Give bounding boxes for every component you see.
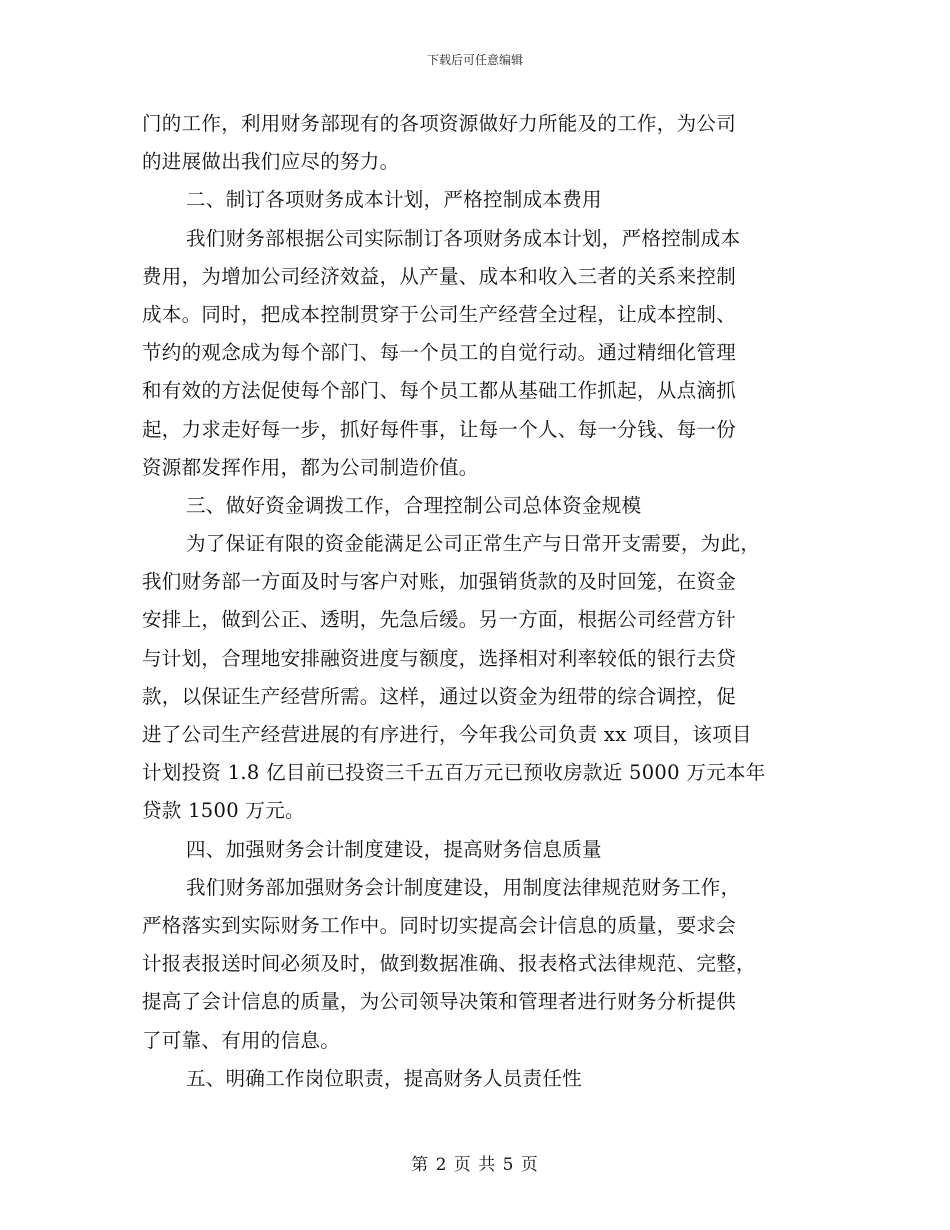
paragraph-line: 成本。同时，把成本控制贯穿于公司生产经营全过程，让成本控制、 (142, 302, 737, 326)
paragraph-line: 起，力求走好每一步，抓好每件事，让每一个人、每一分钱、每一份 (142, 417, 737, 441)
paragraph-line: 与计划，合理地安排融资进度与额度，选择相对利率较低的银行去贷 (142, 646, 737, 670)
document-body (142, 105, 822, 1098)
paragraph-line: 安排上，做到公正、透明，先急后缓。另一方面，根据公司经营方针 (142, 608, 737, 632)
paragraph-line: 和有效的方法促使每个部门、每个员工都从基础工作抓起，从点滴抓 (142, 379, 737, 403)
paragraph-line: 计报表报送时间必须及时，做到数据准确、报表格式法律规范、完整， (142, 952, 756, 976)
page-header: 下载后可任意编辑 (426, 53, 523, 67)
paragraph-line: 资源都发挥作用，都为公司制造价值。 (142, 455, 479, 479)
paragraph-line: 款，以保证生产经营所需。这样，通过以资金为纽带的综合调控，促 (142, 684, 737, 708)
paragraph-line-indented: 三、做好资金调拨工作，合理控制公司总体资金规模 (186, 493, 642, 517)
paragraph-line: 的进展做出我们应尽的努力。 (142, 150, 400, 174)
page-footer: 第 2 页 共 5 页 (411, 1155, 539, 1175)
paragraph-line: 门的工作，利用财务部现有的各项资源做好力所能及的工作，为公司 (142, 112, 737, 135)
paragraph-line-indented: 为了保证有限的资金能满足公司正常生产与日常开支需要，为此， (186, 532, 761, 556)
paragraph-line: 严格落实到实际财务工作中。同时切实提高会计信息的质量，要求会 (142, 913, 737, 937)
paragraph-line: 我们财务部一方面及时与客户对账，加强销货款的及时回笼，在资金 (142, 570, 737, 594)
paragraph-line: 了可靠、有用的信息。 (142, 1028, 341, 1052)
paragraph-line-indented: 二、制订各项财务成本计划，严格控制成本费用 (186, 188, 602, 212)
paragraph-line-indented: 五、明确工作岗位职责，提高财务人员责任性 (186, 1066, 583, 1090)
paragraph-line-indented: 我们财务部加强财务会计制度建设，用制度法律规范财务工作， (186, 875, 741, 899)
paragraph-line-indented: 我们财务部根据公司实际制订各项财务成本计划，严格控制成本 (186, 226, 741, 250)
paragraph-line-indented: 四、加强财务会计制度建设，提高财务信息质量 (186, 837, 602, 861)
paragraph-line: 进了公司生产经营进展的有序进行，今年我公司负责 xx 项目，该项目 (142, 723, 752, 746)
paragraph-line: 贷款 1500 万元。 (142, 799, 305, 823)
paragraph-line: 节约的观念成为每个部门、每一个员工的自觉行动。通过精细化管理 (142, 341, 737, 365)
paragraph-line: 计划投资 1.8 亿目前已投资三千五百万元已预收房款近 5000 万元本年 (142, 761, 766, 785)
paragraph-line: 提高了会计信息的质量，为公司领导决策和管理者进行财务分析提供 (142, 990, 737, 1014)
paragraph-line: 费用，为增加公司经济效益，从产量、成本和收入三者的关系来控制 (142, 264, 737, 288)
